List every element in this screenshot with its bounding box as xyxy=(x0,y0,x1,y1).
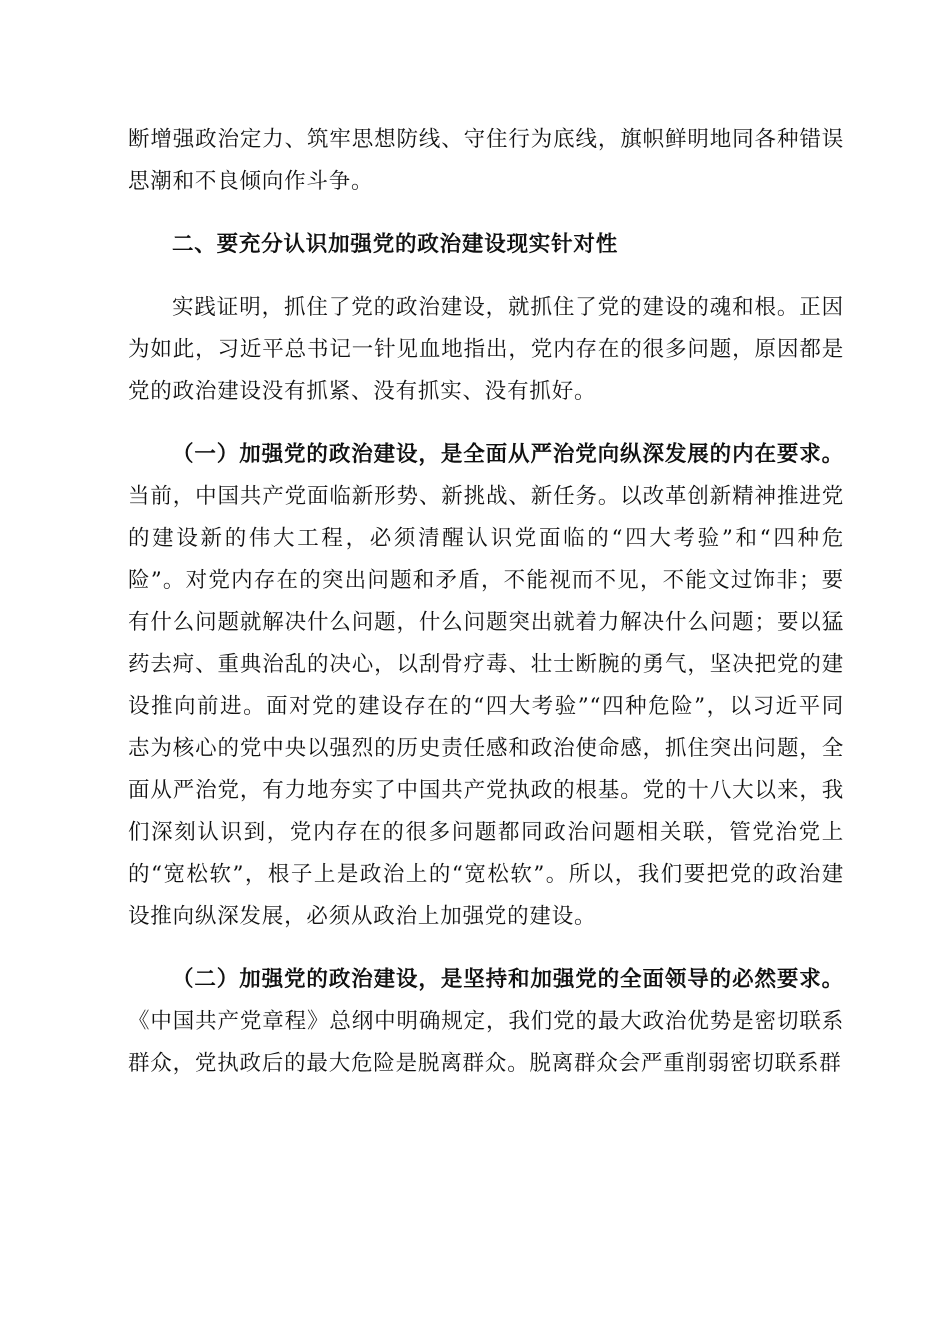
paragraph-practice: 实践证明，抓住了党的政治建设，就抓住了党的建设的魂和根。正因为如此，习近平总书记一针见血地指出，党内存在的很多问题，原因都是党的政治建设没有抓紧、没有抓实、没有抓好。 xyxy=(128,295,844,404)
subsection-2 xyxy=(128,959,844,1085)
subsection-2-title: （二）加强党的政治建设，是坚持和加强党的全面领导的必然要求。 xyxy=(172,967,844,992)
subsection-1-body: 当前，中国共产党面临新形势、新挑战、新任务。以改革创新精神推进党的建设新的伟大工程，必须清醒认识党面临的“四大考验”和“四种危险”。对党内存在的突出问题和矛盾，不能视而不见，不能文过饰非；要有什么问题就解决什么问题，什么问题突出就着力解决什么问题；要以猛药去疴、重典治乱的决心，以刮骨疗毒、壮士断腕的勇气，坚决把党的建设推向前进。面对党的建设存在的“四大考验”“四种危险”，以习近平同志为核心的党中央以强烈的历史责任感和政治使命感，抓住突出问题，全面从严治党，有力地夯实了中国共产党执政的根基。党的十八大以来，我们深刻认识到，党内存在的很多问题都同政治问题相关联，管党治党上的“宽松软”，根子上是政治上的“宽松软”。所以，我们要把党的政治建设推向纵深发展，必须从政治上加强党的建设。 xyxy=(128,484,844,929)
document-body xyxy=(128,119,844,1085)
subsection-1-title: （一）加强党的政治建设，是全面从严治党向纵深发展的内在要求。 xyxy=(172,442,844,467)
subsection-1 xyxy=(128,434,844,938)
section-heading-2: 二、要充分认识加强党的政治建设现实针对性 xyxy=(172,232,619,257)
paragraph-continued: 断增强政治定力、筑牢思想防线、守住行为底线，旗帜鲜明地同各种错误思潮和不良倾向作斗争。 xyxy=(128,127,844,194)
subsection-2-body: 《中国共产党章程》总纲中明确规定，我们党的最大政治优势是密切联系群众，党执政后的最大危险是脱离群众。脱离群众会严重削弱密切联系群 xyxy=(128,1009,844,1076)
